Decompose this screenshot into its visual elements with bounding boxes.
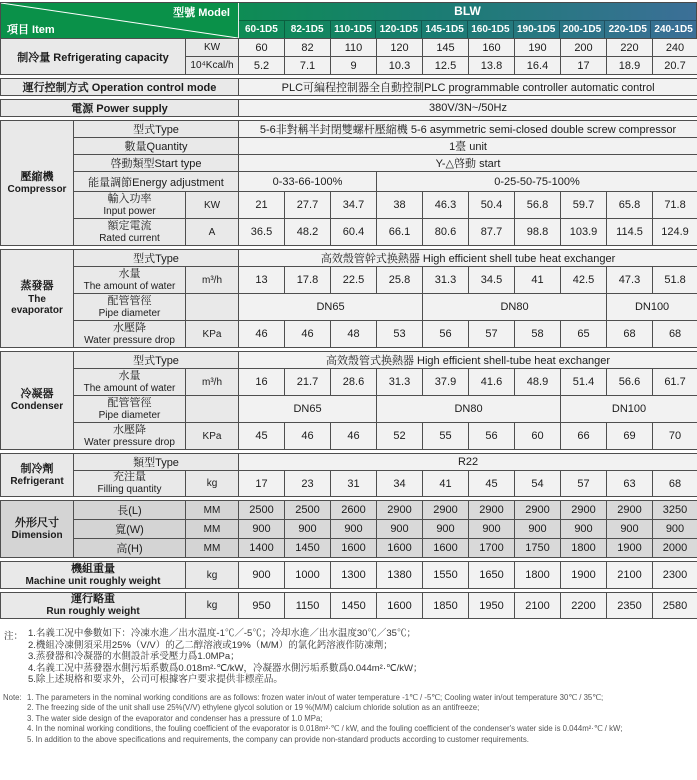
value-cell: 13 [239,267,285,294]
row-label: 充注量 Filling quantity [74,471,186,497]
value-cell: 900 [377,520,423,539]
evaporator-type-value: 高效殼管幹式换熱器 High efficient shell tube heat exchanger [239,250,697,267]
value-cell: 48.2 [285,219,331,246]
value-cell: 65.8 [607,192,653,219]
value-cell: 2000 [653,539,697,558]
value-cell: 1380 [377,562,423,589]
row-label: 配管管徑 Pipe diameter [74,396,186,423]
capacity-table [0,38,697,75]
value-cell: 51.8 [653,267,697,294]
refrigerant-type-row [1,454,697,471]
value-cell: 1400 [239,539,285,558]
value-cell: 68 [653,321,697,348]
run-weight-row [1,593,697,619]
condenser-type-value: 高效殼管式换熱器 High efficient shell-tube heat exchanger [239,352,697,369]
value-cell: 69 [607,423,653,450]
value-cell: 50.4 [469,192,515,219]
item-header-label: 項目 Item [7,21,55,37]
unit-cell: MM [186,520,239,539]
value-cell: 63 [607,471,653,497]
compressor-quantity-row [1,138,697,155]
row-label: 啓動類型Start type [74,155,239,172]
value-cell: 18.9 [607,57,653,75]
value-cell: 51.4 [561,369,607,396]
control-mode-label: 運行控制方式 Operation control mode [1,79,239,96]
value-cell: 120 [377,39,423,57]
pipe-group-cell: DN100 [561,396,697,423]
section-refrigerant [0,453,697,497]
model-header-cell: 220-1D5 [604,21,650,38]
value-cell: 2100 [515,593,561,619]
pipe-group-cell: DN65 [239,396,377,423]
model-header-cell: 160-1D5 [467,21,513,38]
value-cell: 190 [515,39,561,57]
value-cell: 20.7 [653,57,697,75]
value-cell: 2900 [469,501,515,520]
pipe-group-cell: DN80 [377,396,561,423]
row-label: 水量 The amount of water [74,369,186,396]
note-item: 5.除上述規格和要求外，公司可根據客户要求提供非標産品。 [28,674,423,686]
value-cell: 7.1 [285,57,331,75]
note-item: 5. In addition to the above specifications and requirements, the company can provide non-standard products according to customer requirements. [27,735,622,746]
notes-zh-items [28,628,423,686]
evaporator-water-row [1,267,697,294]
value-cell: 3250 [653,501,697,520]
unit-cell: KPa [186,321,239,348]
section-condenser [0,351,697,450]
dimension-length-row [1,501,697,520]
value-cell: 900 [239,520,285,539]
value-cell: 1750 [515,539,561,558]
refrigerant-type-value: R22 [239,454,697,471]
value-cell: 71.8 [653,192,697,219]
value-cell: 66.1 [377,219,423,246]
value-cell: 47.3 [607,267,653,294]
notes-english [3,693,697,746]
note-item: 4. In the nominal working conditions, the fouling coefficient of the evaporator is 0.018m²·℃ / kW, and the fouling coefficient of the condenser's water side is 0.044m²·℃ / kW; [27,724,622,735]
row-label: 型式Type [74,250,239,267]
row-label: 水壓降 Water pressure drop [74,321,186,348]
machine-weight-row [1,562,697,589]
value-cell: 17 [561,57,607,75]
header-right [239,3,696,38]
control-mode-value: PLC可編程控制器全自動控制PLC programmable controller automatic control [239,79,697,96]
unit-cell: MM [186,501,239,520]
row-label: 額定電流 Rated current [74,219,186,246]
row-label: 型式Type [74,121,239,138]
value-cell: 31 [331,471,377,497]
row-label: 水壓降 Water pressure drop [74,423,186,450]
value-cell: 1800 [561,539,607,558]
notes-en-items [27,693,622,746]
value-cell: 1600 [423,539,469,558]
row-label: 型式Type [74,352,239,369]
unit-cell [186,294,239,321]
value-cell: 59.7 [561,192,607,219]
value-cell: 55 [423,423,469,450]
value-cell: 34 [377,471,423,497]
compressor-type-value: 5-6非對稱半封閉雙螺杆壓縮機 5-6 asymmetric semi-closed double screw compressor [239,121,697,138]
condenser-pipe-row [1,396,697,423]
row-label: 輸入功率 Input power [74,192,186,219]
value-cell: 9 [331,57,377,75]
notes-en-lead: Note: [3,693,27,702]
value-cell: 60.4 [331,219,377,246]
value-cell: 48 [331,321,377,348]
value-cell: 34.5 [469,267,515,294]
value-cell: 10.3 [377,57,423,75]
value-cell: 2900 [423,501,469,520]
compressor-energy-row [1,172,697,192]
value-cell: 2350 [607,593,653,619]
value-cell: 56.6 [607,369,653,396]
value-cell: 950 [239,593,285,619]
note-item: 1. The parameters in the nominal working conditions are as follows: frozen water in/out of water temperature -1℃ / -5℃; Cooling water in/out temperature 30℃ / 35℃; [27,693,622,704]
unit-cell: KW [186,192,239,219]
evaporator-type-row [1,250,697,267]
dimension-height-row [1,539,697,558]
value-cell: 110 [331,39,377,57]
section-dimension [0,500,697,558]
value-cell: 31.3 [377,369,423,396]
brand-cell: BLW [239,3,696,21]
unit-cell: kg [186,471,239,497]
value-cell: 65 [561,321,607,348]
value-cell: 45 [469,471,515,497]
value-cell: 48.9 [515,369,561,396]
value-cell: 2900 [607,501,653,520]
evaporator-drop-row [1,321,697,348]
value-cell: 38 [377,192,423,219]
section-header-capacity [0,2,697,75]
value-cell: 2100 [607,562,653,589]
value-cell: 52 [377,423,423,450]
unit-cell: kg [186,593,239,619]
value-cell: 56.8 [515,192,561,219]
value-cell: 16.4 [515,57,561,75]
dimension-width-row [1,520,697,539]
value-cell: 900 [607,520,653,539]
model-header-label: 型號 Model [173,4,230,20]
value-cell: 87.7 [469,219,515,246]
row-label: 長(L) [74,501,186,520]
condenser-type-row [1,352,697,369]
pipe-group-cell: DN100 [607,294,697,321]
power-supply-row [1,100,697,117]
value-cell: 160 [469,39,515,57]
control-mode-row [1,79,697,96]
value-cell: 1800 [515,562,561,589]
value-cell: 2500 [285,501,331,520]
unit-cell: MM [186,539,239,558]
capacity-row-kw [1,39,697,57]
dimension-section-label: 外形尺寸 Dimension [1,501,74,558]
value-cell: 54 [515,471,561,497]
value-cell: 1450 [285,539,331,558]
compressor-quantity-value: 1臺 unit [239,138,697,155]
value-cell: 37.9 [423,369,469,396]
value-cell: 17 [239,471,285,497]
model-header-cell: 145-1D5 [421,21,467,38]
value-cell: 45 [239,423,285,450]
value-cell: 17.8 [285,267,331,294]
value-cell: 61.7 [653,369,697,396]
value-cell: 240 [653,39,697,57]
compressor-rated-current-row [1,219,697,246]
row-label: 配管管徑 Pipe diameter [74,294,186,321]
unit-cell [186,396,239,423]
model-header-row [239,21,696,38]
unit-cell: KW [186,39,239,57]
value-cell: 70 [653,423,697,450]
value-cell: 200 [561,39,607,57]
value-cell: 60 [515,423,561,450]
value-cell: 34.7 [331,192,377,219]
row-label: 類型Type [74,454,239,471]
value-cell: 1150 [285,593,331,619]
model-header-cell: 60-1D5 [239,21,284,38]
note-item: 3. The water side design of the evaporator and condenser has a pressure of 1.0 MPa; [27,714,622,725]
value-cell: 2300 [653,562,697,589]
row-label: 數量Quantity [74,138,239,155]
section-machine-weight [0,561,697,589]
value-cell: 46 [285,321,331,348]
diagonal-header-cell [1,3,239,38]
value-cell: 900 [515,520,561,539]
value-cell: 68 [607,321,653,348]
section-control-mode [0,78,697,96]
value-cell: 46 [285,423,331,450]
compressor-start-value: Y-△啓動 start [239,155,697,172]
value-cell: 1900 [561,562,607,589]
value-cell: 82 [285,39,331,57]
row-label: 高(H) [74,539,186,558]
note-item: 1.名義工况中參數如下：冷凍水進／出水温度-1℃／-5℃；冷却水進／出水温度30℃／35℃； [28,628,423,640]
value-cell: 25.8 [377,267,423,294]
value-cell: 13.8 [469,57,515,75]
value-cell: 23 [285,471,331,497]
value-cell: 16 [239,369,285,396]
row-label: 水量 The amount of water [74,267,186,294]
evaporator-pipe-row [1,294,697,321]
value-cell: 900 [331,520,377,539]
value-cell: 56 [469,423,515,450]
value-cell: 28.6 [331,369,377,396]
model-header-cell: 120-1D5 [375,21,421,38]
value-cell: 2500 [239,501,285,520]
section-run-weight [0,592,697,619]
section-power-supply [0,99,697,117]
condenser-section-label: 冷凝器 Condenser [1,352,74,450]
model-header-cell: 82-1D5 [284,21,330,38]
power-supply-label: 電源 Power supply [1,100,239,117]
section-compressor [0,120,697,246]
value-cell: 58 [515,321,561,348]
model-header-cell: 190-1D5 [513,21,559,38]
value-cell: 98.8 [515,219,561,246]
value-cell: 1600 [377,539,423,558]
unit-cell: m³/h [186,369,239,396]
value-cell: 1650 [469,562,515,589]
value-cell: 1550 [423,562,469,589]
compressor-start-row [1,155,697,172]
value-cell: 57 [561,471,607,497]
table-header [0,2,697,38]
note-item: 2. The freezing side of the unit shall use 25%(V/V) ethylene glycol solution or 19 %(M/M) calcium chloride solution as an antifreeze; [27,703,622,714]
unit-cell: 10⁴Kcal/h [186,57,239,75]
note-item: 2.機組冷凍側須采用25%（V/V）的乙二醇溶液或19%（M/M）的氯化鈣溶液作防凍劑； [28,640,423,652]
spec-sheet [0,2,697,745]
value-cell: 57 [469,321,515,348]
model-header-cell: 240-1D5 [650,21,696,38]
value-cell: 114.5 [607,219,653,246]
value-cell: 900 [423,520,469,539]
value-cell: 22.5 [331,267,377,294]
value-cell: 124.9 [653,219,697,246]
value-cell: 103.9 [561,219,607,246]
value-cell: 2900 [515,501,561,520]
value-cell: 68 [653,471,697,497]
condenser-drop-row [1,423,697,450]
value-cell: 900 [239,562,285,589]
notes-zh-lead: 注： [4,628,28,642]
value-cell: 1600 [331,539,377,558]
value-cell: 46 [331,423,377,450]
value-cell: 1900 [607,539,653,558]
unit-cell: KPa [186,423,239,450]
value-cell: 2600 [331,501,377,520]
value-cell: 2900 [561,501,607,520]
model-header-cell: 200-1D5 [559,21,605,38]
value-cell: 145 [423,39,469,57]
note-item: 4.名義工况中蒸發器水側污垢系數爲0.018m²·℃/kW，冷凝器水側污垢系數爲0.044m²·℃/kW； [28,663,423,675]
value-cell: 21.7 [285,369,331,396]
note-item: 3.蒸發器和冷凝器的水側設計承受壓力爲1.0MPa； [28,651,423,663]
capacity-label: 制冷量 Refrigerating capacity [1,39,186,75]
value-cell: 900 [653,520,697,539]
energy-left-value: 0-33-66-100% [239,172,377,192]
compressor-input-power-row [1,192,697,219]
value-cell: 2580 [653,593,697,619]
row-label: 寬(W) [74,520,186,539]
value-cell: 1600 [377,593,423,619]
value-cell: 1000 [285,562,331,589]
compressor-type-row [1,121,697,138]
machine-weight-label: 機組重量 Machine unit roughly weight [1,562,186,589]
value-cell: 900 [469,520,515,539]
model-header-cell: 110-1D5 [330,21,376,38]
unit-cell: kg [186,562,239,589]
pipe-group-cell: DN65 [239,294,423,321]
value-cell: 1700 [469,539,515,558]
value-cell: 21 [239,192,285,219]
value-cell: 53 [377,321,423,348]
pipe-group-cell: DN80 [423,294,607,321]
condenser-water-row [1,369,697,396]
refrigerant-filling-row [1,471,697,497]
value-cell: 900 [561,520,607,539]
value-cell: 5.2 [239,57,285,75]
value-cell: 220 [607,39,653,57]
value-cell: 60 [239,39,285,57]
value-cell: 1850 [423,593,469,619]
value-cell: 56 [423,321,469,348]
evaporator-section-label: 蒸發器 The evaporator [1,250,74,348]
value-cell: 1950 [469,593,515,619]
value-cell: 46.3 [423,192,469,219]
value-cell: 31.3 [423,267,469,294]
value-cell: 41 [423,471,469,497]
value-cell: 2900 [377,501,423,520]
value-cell: 1300 [331,562,377,589]
unit-cell: m³/h [186,267,239,294]
notes-chinese [4,628,697,686]
value-cell: 46 [239,321,285,348]
section-evaporator [0,249,697,348]
power-supply-value: 380V/3N~/50Hz [239,100,697,117]
run-weight-label: 運行略重 Run roughly weight [1,593,186,619]
compressor-section-label: 壓縮機 Compressor [1,121,74,246]
value-cell: 66 [561,423,607,450]
energy-right-value: 0-25-50-75-100% [377,172,697,192]
value-cell: 2200 [561,593,607,619]
row-label: 能量調節Energy adjustment [74,172,239,192]
value-cell: 900 [285,520,331,539]
value-cell: 27.7 [285,192,331,219]
value-cell: 80.6 [423,219,469,246]
value-cell: 41 [515,267,561,294]
unit-cell: A [186,219,239,246]
value-cell: 42.5 [561,267,607,294]
value-cell: 1450 [331,593,377,619]
refrigerant-section-label: 制冷劑 Refrigerant [1,454,74,497]
value-cell: 12.5 [423,57,469,75]
value-cell: 41.6 [469,369,515,396]
value-cell: 36.5 [239,219,285,246]
